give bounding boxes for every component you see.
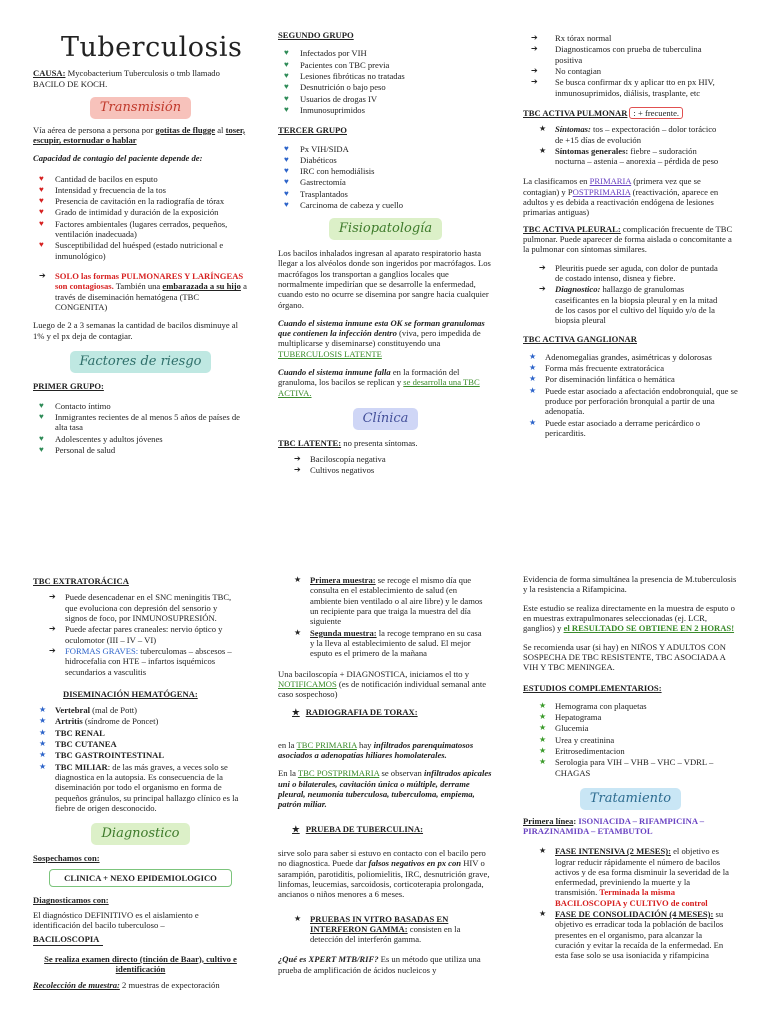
contagio-list: [33, 174, 248, 262]
heart-icon: ♥: [284, 48, 289, 58]
heart-icon: ♥: [284, 70, 289, 80]
tuberculina-text: sirve solo para saber si estuvo en contacto con el bacilo pero no diagnostica. Puede dar falsos negativos en px con HIV o sarampión, parotiditis, poliomielitis, IRC, desnutrición grave, linfomas, leucemias, sarcoidosis, corticoterapia prolongada, ancianos o niños menores a 6 meses.: [278, 847, 490, 900]
heart-icon: ♥: [39, 218, 44, 228]
list-item: ♥ Diabéticos: [284, 154, 337, 165]
baciloscopia-label: BACILOSCOPIA: [33, 934, 103, 945]
star-icon: ★: [539, 700, 547, 710]
list-item: ♥ Px VIH/SIDA: [284, 143, 349, 154]
fisio-p3: Cuando el sistema inmune falla en la formación del granuloma, los bacilos se replican y se desarrolla una TBC ACTIVA.: [278, 367, 480, 398]
list-item: ♥ Trasplantados: [284, 188, 348, 199]
list-item: ★ Adenomegalias grandes, asimétricas y dolorosas: [529, 351, 712, 362]
list-item: ★ Síntomas: tos – expectoración – dolor torácico de +15 días de evolución: [539, 124, 717, 145]
list-item: ♥ Presencia de cavitación en la radiografía de tórax: [39, 196, 225, 207]
arrow-icon: ➔: [531, 44, 538, 54]
examen-directo: Se realiza examen directo (tinción de Baar), cultivo e identificación: [44, 953, 237, 975]
star-icon: ★: [539, 757, 547, 767]
pulmonar-heading: TBC ACTIVA PULMONAR : + frecuente.: [523, 108, 738, 118]
list-item: ★ TBC MILIAR: de las más graves, a veces solo se diagnostica en la autopsia. Es consecuencia de la diseminación por todo el organismo en forma de pequeños gránulos, su principal hallazgo clínico es la fiebre de origen desconocido.: [39, 761, 239, 813]
xpert-muestra: Este estudio se realiza directamente en la muestra de esputo o en muestras extrapulmonares seleccionadas (ej. LCR, ganglios) y el RESULTADO SE OBTIENE EN 2 HORAS!: [523, 602, 735, 634]
list-item: ♥ Carcinoma de cabeza y cuello: [284, 200, 404, 211]
list-item: ★ Forma más frecuente extratorácica: [529, 363, 665, 374]
heart-icon: ♥: [39, 433, 44, 443]
column-2: [278, 30, 493, 480]
grupo-1-heading: PRIMER GRUPO:: [33, 380, 104, 391]
heart-icon: ♥: [284, 177, 289, 187]
star-icon: ★: [539, 746, 547, 756]
diseminacion-heading: DISEMINACIÓN HEMATÓGENA:: [63, 688, 198, 699]
column-1b: [33, 576, 248, 995]
list-item: ♥ IRC con hemodiálisis: [284, 166, 375, 177]
column-3b: [523, 574, 738, 965]
recoleccion-text: Recolección de muestra: 2 muestras de expectoración: [33, 980, 220, 991]
star-icon: ★: [39, 739, 47, 749]
xpert-cont: Evidencia de forma simultánea la presencia de M.tuberculosis y la resistencia a Rifampicina.: [523, 574, 737, 595]
arrow-icon: ➔: [531, 33, 538, 42]
ganglionar-heading: TBC ACTIVA GANGLIONAR: [523, 333, 637, 344]
transmision-heading: Transmisión: [90, 97, 191, 119]
list-item: ➔ Puede afectar pares craneales: nervio óptico y oculomotor (III – IV – VI): [49, 624, 223, 645]
heart-icon: ♥: [284, 104, 289, 114]
list-item: ★ Urea y creatinina: [539, 734, 615, 745]
star-icon: ★: [529, 374, 537, 384]
list-item: ♥ Desnutrición o bajo peso: [284, 82, 386, 93]
extratoracica-heading: TBC EXTRATORÁCICA: [33, 576, 129, 586]
grupo-2-heading: SEGUNDO GRUPO: [278, 30, 354, 40]
grupo-3-heading: TERCER GRUPO: [278, 125, 347, 136]
star-icon: ★: [529, 363, 537, 373]
list-item: ★ TBC GASTROINTESTINAL: [39, 750, 165, 761]
list-item: ♥ Inmigrantes recientes de al menos 5 años de países de alta tasa: [39, 412, 240, 433]
list-item: ➔ Pleuritis puede ser aguda, con dolor de puntada de costado intenso, disnea y fiebre.: [539, 262, 718, 283]
star-icon: ★: [539, 734, 547, 744]
xpert-recomienda: Se recomienda usar (si hay) en NIÑOS Y ADULTOS CON SOSPECHA DE TBC RESISTENTE, TBC ASOCIADA A VIH Y TBC MENINGEA.: [523, 641, 726, 673]
rx-postprimaria: En la TBC POSTPRIMARIA se observan infiltrados apicales uni o bilaterales, cavitación única o múltiple, derrame pleural, neumonía tuberculosa, tuberculoma, empiema, patrón miliar.: [278, 768, 492, 810]
fisio-p1: Los bacilos inhalados ingresan al aparato respiratorio hasta llegar a los alvéolos donde son ingeridos por macrófagos. Los macrófagos los transportan a ganglios locales que normalmente impedirían que se desarrolle la enfermedad, cuando esto no ocurre se disemina por sangre hacia cualquier órgano.: [278, 247, 491, 310]
list-item: ➔ Rx tórax normal: [531, 33, 612, 43]
arrow-icon: ➔: [294, 465, 301, 475]
list-item: ➔ FORMAS GRAVES: tuberculomas – abscesos – hidrocefalia con HTE – infartos isquémicos secundarios a vasculitis: [49, 645, 232, 677]
list-item: ➔ No contagian: [531, 65, 602, 76]
list-item: ➔ SOLO las formas PULMONARES Y LARÍNGEAS son contagiosas. También una embarazada a su hijo a través de diseminación hematógena (TBC CONGENITA): [39, 271, 247, 312]
column-3: [523, 32, 738, 442]
list-item: ★ TBC CUTANEA: [39, 739, 117, 750]
arrow-icon: ➔: [294, 453, 301, 463]
star-icon: ★: [529, 385, 537, 395]
arrow-icon: ➔: [49, 624, 56, 634]
diagnostico-heading: Diagnostico: [91, 823, 189, 845]
latente-text: TBC LATENTE: no presenta síntomas.: [278, 437, 418, 448]
star-icon: ★: [294, 913, 302, 923]
arrow-icon: ➔: [539, 262, 546, 272]
star-icon: ★: [39, 727, 47, 737]
list-item: ★ Serologia para VIH – VHB – VHC – VDRL – CHAGAS: [539, 757, 714, 778]
list-item: ★ Artritis (síndrome de Poncet): [39, 716, 159, 727]
list-item: ➔ Cultivos negativos: [294, 465, 375, 476]
star-icon: ★: [292, 823, 300, 834]
list-item: ➔ Se busca confirmar dx y aplicar tto en px HIV, inmunosuprimidos, diálisis, trasplante, etc: [531, 77, 715, 98]
star-icon: ★: [539, 145, 547, 155]
list-item: ➔ Diagnosticamos con prueba de tuberculina positiva: [531, 44, 702, 65]
xpert-text: ¿Qué es XPERT MTB/RIF? Es un método que utiliza una prueba de amplificación de ácidos nucleicos y: [278, 954, 481, 975]
notificamos-text: Una baciloscopía + DIAGNOSTICA, iniciamos el tto y NOTIFICAMOS (es de notificación individual semanal ante caso sospechoso): [278, 668, 487, 700]
star-icon: ★: [539, 723, 547, 733]
diag-definitivo: El diagnóstico DEFINITIVO es el aislamiento e identificación del bacilo tuberculoso –: [33, 909, 199, 931]
fisio-p2: Cuando el sistema inmune esta OK se forman granulomas que contienen la infección dentro (viva, pero impedida de multiplicarse y diseminarse) constituyendo una TUBERCULOSIS LATENTE: [278, 317, 485, 359]
star-icon: ★: [539, 712, 547, 722]
list-item: ★ Puede estar asociado a derrame pericárdico o pericarditis.: [529, 417, 701, 438]
heart-icon: ♥: [39, 173, 44, 183]
star-icon: ★: [39, 750, 47, 760]
fisio-heading: Fisiopatología: [329, 218, 442, 240]
list-item: ➔ Puede desencadenar en el SNC meningitis TBC, que evoluciona con depresión del sensorio y signos de foco, por INMUNOSUPRESIÓN.: [49, 592, 232, 623]
arrow-icon: ➔: [531, 65, 538, 75]
list-item: ♥ Cantidad de bacilos en esputo: [39, 173, 158, 184]
heart-icon: ♥: [39, 240, 44, 250]
causa: CAUSA: Mycobacterium Tuberculosis o tmb llamado BACILO DE KOCH.: [33, 68, 220, 89]
star-icon: ★: [529, 417, 537, 427]
column-1: [33, 0, 248, 459]
heart-icon: ♥: [284, 154, 289, 164]
diagnosticamos-label: Diagnosticamos con:: [33, 895, 109, 906]
list-item: ♥ Susceptibilidad del huésped (estado nutricional e inmunológico): [39, 240, 224, 261]
list-item: ♥ Personal de salud: [39, 445, 116, 456]
list-item: ♥ Usuarios de drogas IV: [284, 93, 378, 104]
star-icon: ★: [39, 705, 47, 715]
arrow-icon: ➔: [49, 592, 56, 602]
list-item: ★ Eritrosedimentacion: [539, 746, 625, 757]
contagio-subtitle: Capacidad de contagio del paciente depende de:: [33, 153, 203, 164]
star-icon: ★: [539, 124, 547, 134]
list-item: ♥ Lesiones fibróticas no tratadas: [284, 70, 405, 81]
heart-icon: ♥: [39, 196, 44, 206]
star-icon: ★: [529, 351, 537, 361]
list-item: ♥ Factores ambientales (lugares cerrados, pequeños, ventilación inadecuada): [39, 218, 228, 240]
list-item: ♥ Infectados por VIH: [284, 48, 367, 59]
list-item: ➔ Diagnostico: hallazgo de granulomas caseificantes en la biopsia pleural y en la mitad de los casos por el cultivo del líquido y/o de la biopsia pleural: [539, 284, 718, 326]
star-icon: ★: [294, 575, 302, 584]
column-2b: [278, 574, 493, 979]
star-icon: ★: [292, 707, 300, 718]
heart-icon: ♥: [284, 93, 289, 103]
bottom-page: [0, 562, 768, 1024]
list-item: ★ Hepatograma: [539, 712, 602, 723]
heart-icon: ♥: [284, 166, 289, 176]
list-item: ★ Síntomas generales: fiebre – sudoración nocturna – astenia – anorexia – pérdida de peso: [539, 145, 719, 167]
heart-icon: ♥: [39, 184, 44, 194]
sospechamos-label: Sospechamos con:: [33, 852, 100, 863]
list-item: ★ Vertebral (mal de Pott): [39, 705, 138, 716]
list-item: ★ PRUEBAS IN VITRO BASADAS EN INTERFERON GAMMA: consisten en la detección del interferón gamma.: [294, 913, 461, 945]
heart-icon: ♥: [284, 59, 289, 69]
riesgo-heading: Factores de riesgo: [70, 351, 212, 373]
heart-icon: ♥: [284, 143, 289, 153]
heart-icon: ♥: [284, 188, 289, 198]
heart-icon: ♥: [39, 207, 44, 217]
list-item: ★ FASE INTENSIVA (2 MESES): el objetivo es lograr reducir rápidamente el número de bacilos activos y de esa forma disminuir la severidad de la enfermedad, previniendo la muerte y la transmisión. Terminada la misma BACILOSCOPIA y CULTIVO de control: [539, 846, 729, 908]
star-icon: ★: [39, 716, 47, 726]
list-item: ★ Segunda muestra: la recoge temprano en su casa y la lleva al establecimiento de salud. El mejor esputo es el primero de la mañana: [294, 627, 482, 659]
heart-icon: ♥: [284, 82, 289, 92]
complementarios-heading: ESTUDIOS COMPLEMENTARIOS:: [523, 682, 662, 693]
arrow-icon: ➔: [39, 271, 46, 281]
list-item: ★ Hemograma con plaquetas: [539, 700, 647, 711]
arrow-icon: ➔: [531, 77, 538, 87]
transmision-text: Vía aérea de persona a persona por gotitas de flugge al toser, escupir, estornudar o hablar: [33, 124, 246, 145]
heart-icon: ♥: [39, 412, 44, 422]
list-item: ♥ Contacto íntimo: [39, 400, 111, 411]
clinica-nexo-box: CLINICA + NEXO EPIDEMIOLOGICO: [49, 869, 232, 887]
star-icon: ★: [294, 627, 302, 637]
page-title: Tuberculosis: [61, 32, 243, 63]
arrow-icon: ➔: [49, 645, 56, 655]
list-item: ♥ Gastrectomía: [284, 177, 346, 188]
primera-linea: Primera línea: ISONIACIDA – RIFAMPICINA – PIRAZINAMIDA – ETAMBUTOL: [523, 815, 705, 836]
pleural-text: TBC ACTIVA PLEURAL: complicación frecuente de TBC pulmonar. Puede aparecer de forma aislada o concomitante a la pulmonar con síntomas similares.: [523, 223, 733, 255]
rx-heading: ★ RADIOGRAFIA DE TORAX:: [292, 707, 418, 718]
list-item: ♥ Intensidad y frecuencia de la tos: [39, 184, 166, 195]
list-item: ♥ Grado de intimidad y duración de la exposición: [39, 207, 219, 218]
heart-icon: ♥: [39, 445, 44, 455]
star-icon: ★: [539, 909, 547, 919]
tratamiento-heading: Tratamiento: [580, 788, 681, 810]
luego-text: Luego de 2 a 3 semanas la cantidad de bacilos disminuye al 1% y el px deja de contagiar.: [33, 320, 238, 341]
list-item: ★ Por diseminación linfática o hemática: [529, 374, 675, 385]
list-item: ♥ Adolescentes y adultos jóvenes: [39, 433, 163, 444]
clinica-heading: Clínica: [353, 408, 419, 430]
rx-primaria: en la TBC PRIMARIA hay infiltrados parenquimatosos asociados a adenopatías hiliares homolaterales.: [278, 739, 474, 761]
arrow-icon: ➔: [539, 284, 546, 294]
list-item: ★ FASE DE CONSOLIDACIÓN (4 MESES): su objetivo es erradicar toda la población de bacilos presentes en el organismo, para alcanzar la curación y evitar la recaída de la enfermedad. En esta fase solo se usa isoniacida y rifampicina: [539, 909, 724, 961]
heart-icon: ♥: [284, 200, 289, 210]
list-item: ★ Puede estar asociado a afectación endobronquial, que se produce por perforación bronquial a partir de una adenopatía.: [529, 385, 738, 417]
tuberculina-heading: ★ PRUEBA DE TUBERCULINA:: [292, 823, 424, 834]
list-item: ♥ Pacientes con TBC previa: [284, 59, 390, 70]
list-item: ★ Glucemia: [539, 723, 589, 734]
list-item: ♥ Inmunosuprimidos: [284, 104, 365, 115]
star-icon: ★: [39, 761, 47, 771]
list-item: ★ TBC RENAL: [39, 727, 105, 738]
list-item: ★ Primera muestra: se recoge el mismo día que consulta en el establecimiento de salud (en ambiente bien ventilado o al aire libre) y le damos un recipiente para que traiga la muestra del día siguiente: [294, 575, 483, 627]
list-item: ➔ Baciloscopía negativa: [294, 453, 386, 464]
clasificacion-text: La clasificamos en PRIMARIA (primera vez que se contagian) y POSTPRIMARIA (reactivación, aparece en adultos y es debida a reactivación endógena de lesiones primarias antiguas): [523, 176, 719, 218]
heart-icon: ♥: [39, 400, 44, 410]
star-icon: ★: [539, 846, 547, 856]
